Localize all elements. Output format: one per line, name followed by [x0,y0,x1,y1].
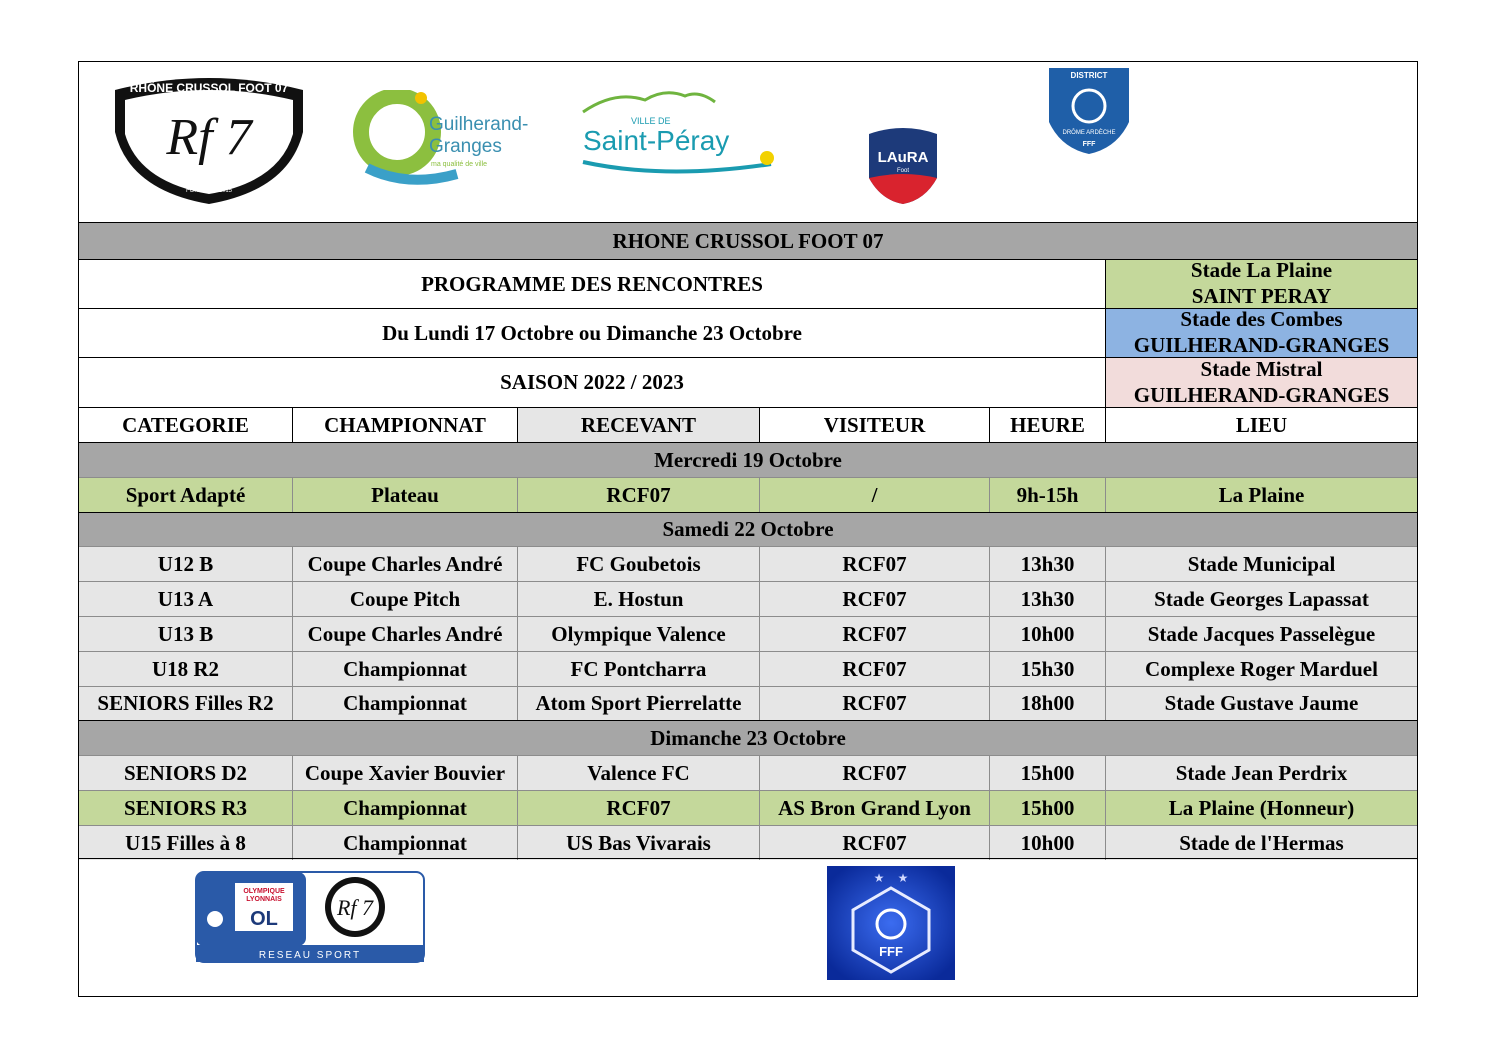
legend-saint-peray [1105,259,1417,308]
ol-club-monogram: Rf 7 [336,895,374,920]
district-bottom: DRÔME ARDÈCHE [1062,130,1116,136]
match-category: Sport Adapté [79,477,293,512]
match-venue: La Plaine (Honneur) [1106,790,1417,825]
district-fff: FFF [1082,141,1096,148]
match-category: U15 Filles à 8 [79,825,293,860]
match-kickoff-time: 13h30 [990,546,1106,581]
match-category: U18 R2 [79,651,293,686]
match-home-team: E. Hostun [518,581,760,616]
fff-text: FFF [879,944,903,959]
fff-logo [827,866,955,980]
club-badge-logo [109,72,309,206]
legend-town: SAINT PERAY [1191,284,1332,308]
match-venue: Stade de l'Hermas [1106,825,1417,860]
match-competition: Coupe Pitch [293,581,518,616]
ol-text1: OLYMPIQUE [243,888,285,895]
match-kickoff-time: 10h00 [990,616,1106,651]
saint-peray-small: VILLE DE [631,116,671,126]
match-category: U13 B [79,616,293,651]
match-category: SENIORS R3 [79,790,293,825]
legend-stadium: Stade La Plaine [1190,259,1333,283]
col-recevant-header: RECEVANT [518,407,760,442]
match-competition: Coupe Charles André [293,546,518,581]
ol-reseau-sport-logo [195,871,425,963]
season-text: SAISON 2022 / 2023 [500,370,684,395]
ol-network-text: RESEAU SPORT [258,950,362,961]
guilherand-tagline: ma qualité de ville [431,161,488,168]
guilherand-line1: Guilherand- [429,114,529,135]
match-venue: Stade Municipal [1106,546,1417,581]
district-drome-ardeche-logo [1047,66,1131,156]
match-away-team: RCF07 [760,546,990,581]
match-away-team: RCF07 [760,825,990,860]
match-venue: Stade Georges Lapassat [1106,581,1417,616]
laura-name: LAuRA [877,149,929,166]
saint-peray-logo [575,86,785,178]
ol-text3: OL [250,908,278,930]
day-header: Samedi 22 Octobre [79,512,1417,547]
guilherand-granges-logo [347,90,543,190]
match-kickoff-time: 9h-15h [990,477,1106,512]
saint-peray-name: Saint-Péray [583,125,730,156]
match-home-team: Valence FC [518,755,760,790]
match-away-team: RCF07 [760,616,990,651]
svg-text:★: ★ [873,871,885,885]
district-top: DISTRICT [1070,71,1108,80]
match-venue: Complexe Roger Marduel [1106,651,1417,686]
match-venue: Stade Jacques Passelègue [1106,616,1417,651]
match-home-team: FC Goubetois [518,546,760,581]
match-home-team: US Bas Vivarais [518,825,760,860]
club-badge-text: RHÔNE CRUSSOL FOOT 07 [129,81,289,95]
club-badge-monogram: Rf 7 [166,109,252,166]
match-competition: Championnat [293,651,518,686]
programme-title-cell [79,259,1105,308]
legend-combes [1105,308,1417,357]
match-category: U13 A [79,581,293,616]
match-venue: Stade Jean Perdrix [1106,755,1417,790]
footer-logos [79,858,1417,997]
legend-stadium: Stade des Combes [1180,308,1343,332]
programme-title: PROGRAMME DES RENCONTRES [421,271,763,296]
match-kickoff-time: 15h00 [990,790,1106,825]
laura-foot-logo [865,126,941,206]
logo-banner [79,62,1417,223]
legend-town: GUILHERAND-GRANGES [1133,382,1390,407]
programme-sheet [78,61,1418,997]
laura-sub: Foot [896,168,910,174]
match-kickoff-time: 15h00 [990,755,1106,790]
col-lieu-header: LIEU [1106,407,1417,442]
match-home-team: RCF07 [518,477,760,512]
legend-mistral [1105,357,1417,407]
match-home-team: Atom Sport Pierrelatte [518,686,760,721]
club-badge-founded: FONDÉ EN 2015 [185,188,233,194]
match-venue: La Plaine [1106,477,1417,512]
day-header: Dimanche 23 Octobre [79,720,1417,755]
col-championnat-header: CHAMPIONNAT [293,407,518,442]
match-away-team: / [760,477,990,512]
col-heure-header: HEURE [990,407,1106,442]
match-home-team: FC Pontcharra [518,651,760,686]
match-home-team: RCF07 [518,790,760,825]
col-categorie-header: CATEGORIE [79,407,293,442]
match-venue: Stade Gustave Jaume [1106,686,1417,721]
club-title-row [79,223,1417,259]
dates-text: Du Lundi 17 Octobre ou Dimanche 23 Octobre [382,320,802,345]
day-header: Mercredi 19 Octobre [79,442,1417,477]
match-competition: Championnat [293,686,518,721]
season-cell [79,357,1105,407]
match-category: U12 B [79,546,293,581]
match-home-team: Olympique Valence [518,616,760,651]
col-visiteur-header: VISITEUR [760,407,990,442]
match-competition: Plateau [293,477,518,512]
ol-text2: LYONNAIS [246,896,282,903]
match-category: SENIORS Filles R2 [79,686,293,721]
match-competition: Coupe Charles André [293,616,518,651]
guilherand-line2: Granges [429,136,502,157]
match-competition: Championnat [293,790,518,825]
match-away-team: RCF07 [760,755,990,790]
match-away-team: RCF07 [760,581,990,616]
legend-town: GUILHERAND-GRANGES [1133,333,1390,357]
match-away-team: AS Bron Grand Lyon [760,790,990,825]
svg-text:★: ★ [897,871,909,885]
match-away-team: RCF07 [760,651,990,686]
match-competition: Championnat [293,825,518,860]
dates-cell [79,308,1105,357]
match-kickoff-time: 10h00 [990,825,1106,860]
match-category: SENIORS D2 [79,755,293,790]
match-kickoff-time: 15h30 [990,651,1106,686]
club-title: RHONE CRUSSOL FOOT 07 [612,228,884,253]
match-competition: Coupe Xavier Bouvier [293,755,518,790]
legend-stadium: Stade Mistral [1200,357,1323,381]
match-away-team: RCF07 [760,686,990,721]
match-kickoff-time: 13h30 [990,581,1106,616]
match-kickoff-time: 18h00 [990,686,1106,721]
